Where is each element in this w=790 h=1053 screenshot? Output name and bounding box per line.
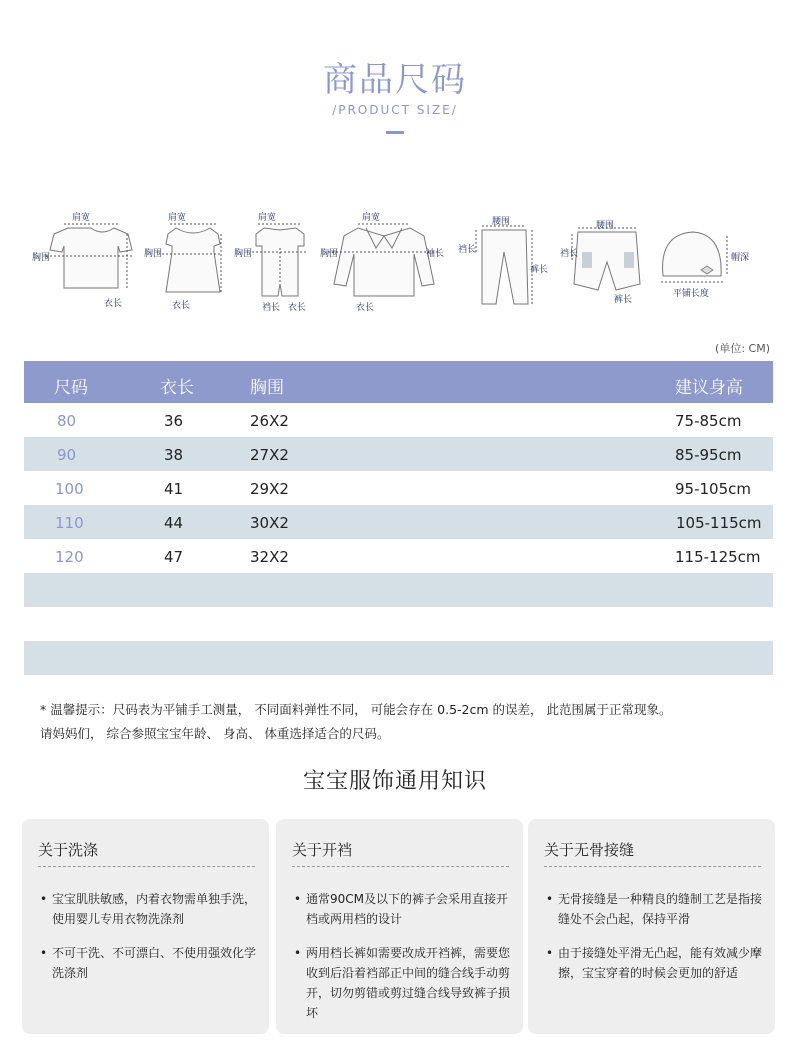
garment-shorts xyxy=(558,200,653,320)
list-item: • 宝宝肌肤敏感，内着衣物需单独手洗，使用婴儿专用衣物洗涤剂 xyxy=(40,889,257,929)
card-heading: 关于无骨接缝 xyxy=(544,839,761,867)
list-item: • 无骨接缝是一种精良的缝制工艺是指接缝处不会凸起，保持平滑 xyxy=(546,889,763,929)
title-divider xyxy=(386,131,404,134)
romper-label-crotch: 裆长 xyxy=(262,303,281,313)
card-heading: 关于洗涤 xyxy=(38,839,255,867)
shorts-label-waist: 腰围 xyxy=(596,221,615,231)
unit-note: (单位: CM) xyxy=(715,342,770,355)
list-item: • 不可干洗、不可漂白、不使用强效化学洗涤剂 xyxy=(40,943,257,983)
romper-label-shoulder: 肩宽 xyxy=(258,213,277,223)
garment-hat xyxy=(655,200,770,320)
jacket-label-chest: 胸围 xyxy=(320,249,339,259)
card-list xyxy=(40,889,257,997)
cell-chest: 26X2 xyxy=(250,412,289,430)
garment-romper xyxy=(234,200,324,320)
garment-pants xyxy=(458,200,558,320)
garment-tshirt xyxy=(32,200,142,320)
hat-label-depth: 帽深 xyxy=(731,253,750,263)
romper-label-chest: 胸围 xyxy=(234,249,253,259)
romper-label-length: 衣长 xyxy=(288,303,307,313)
pants-label-crotch: 裆长 xyxy=(458,245,477,255)
cell-size: 120 xyxy=(55,548,84,566)
cell-size: 110 xyxy=(55,514,84,532)
table-row-empty xyxy=(24,641,773,675)
list-item: • 由于接缝处平滑无凸起，能有效减少摩擦，宝宝穿着的时候会更加的舒适 xyxy=(546,943,763,983)
cell-height: 95-105cm xyxy=(675,480,751,498)
cell-height: 85-95cm xyxy=(675,446,742,464)
card-heading: 关于开裆 xyxy=(292,839,509,867)
tshirt-label-shoulder: 肩宽 xyxy=(72,213,91,223)
tips-line-2: 请妈妈们， 综合参照宝宝年龄、 身高、 体重选择适合的尺码。 xyxy=(40,726,390,741)
table-row xyxy=(24,539,773,573)
cell-height: 115-125cm xyxy=(675,548,761,566)
table-row-empty xyxy=(24,573,773,607)
tshirt-label-chest: 胸围 xyxy=(32,253,51,263)
shorts-label-length: 裤长 xyxy=(614,295,633,305)
cell-chest: 27X2 xyxy=(250,446,289,464)
card-crotch xyxy=(276,819,523,1034)
cell-length: 36 xyxy=(164,412,184,430)
hat-label-flat-length: 平铺长度 xyxy=(673,289,710,299)
table-row xyxy=(24,471,773,505)
jacket-label-length: 衣长 xyxy=(356,303,375,313)
dress-label-chest: 胸围 xyxy=(144,249,163,259)
shorts-label-crotch: 裆长 xyxy=(560,249,579,259)
cell-length: 41 xyxy=(164,480,184,498)
tshirt-label-length: 衣长 xyxy=(104,299,123,309)
cell-chest: 30X2 xyxy=(250,514,289,532)
header-length: 衣长 xyxy=(160,378,194,398)
list-item: • 通常90CM及以下的裤子会采用直接开档或两用档的设计 xyxy=(294,889,511,929)
cell-size: 100 xyxy=(55,480,84,498)
size-tips xyxy=(40,698,760,746)
page-subtitle: /PRODUCT SIZE/ xyxy=(332,103,458,117)
tips-line-1: * 温馨提示：尺码表为平铺手工测量， 不同面料弹性不同， 可能会存在 0.5-2cm 的误差， 此范围属于正常现象。 xyxy=(40,702,672,717)
list-item: • 两用档长裤如需要改成开裆裤，需要您收到后沿着裆部正中间的缝合线手动剪开，切勿剪错或剪过缝合线导致裤子损坏 xyxy=(294,943,511,1023)
table-row-blank xyxy=(24,607,773,641)
table-row xyxy=(24,437,773,471)
dress-label-shoulder: 肩宽 xyxy=(168,213,187,223)
pants-label-waist: 腰围 xyxy=(492,217,511,227)
jacket-label-sleeve: 袖长 xyxy=(426,249,445,259)
header-height: 建议身高 xyxy=(675,378,743,398)
card-list xyxy=(294,889,511,1037)
size-table xyxy=(24,361,773,675)
table-row xyxy=(24,505,773,539)
garment-dress-top xyxy=(142,200,242,320)
jacket-label-shoulder: 肩宽 xyxy=(362,213,381,223)
dress-label-length: 衣长 xyxy=(172,301,191,311)
card-washing xyxy=(22,819,269,1034)
card-list xyxy=(546,889,763,997)
header-chest: 胸围 xyxy=(250,378,284,398)
cell-length: 38 xyxy=(164,446,184,464)
knowledge-title: 宝宝服饰通用知识 xyxy=(302,769,487,794)
table-header xyxy=(24,361,773,403)
cell-height: 105-115cm xyxy=(676,514,762,532)
card-seamless xyxy=(528,819,775,1034)
cell-length: 47 xyxy=(164,548,184,566)
cell-height: 75-85cm xyxy=(675,412,742,430)
table-row xyxy=(24,403,773,437)
pants-label-length: 裤长 xyxy=(530,265,549,275)
cell-size: 80 xyxy=(57,412,77,430)
cell-chest: 32X2 xyxy=(250,548,289,566)
page-title: 商品尺码 xyxy=(323,60,467,100)
header-size: 尺码 xyxy=(54,378,88,398)
cell-chest: 29X2 xyxy=(250,480,289,498)
garment-jacket xyxy=(318,200,453,320)
cell-length: 44 xyxy=(164,514,184,532)
cell-size: 90 xyxy=(57,446,77,464)
